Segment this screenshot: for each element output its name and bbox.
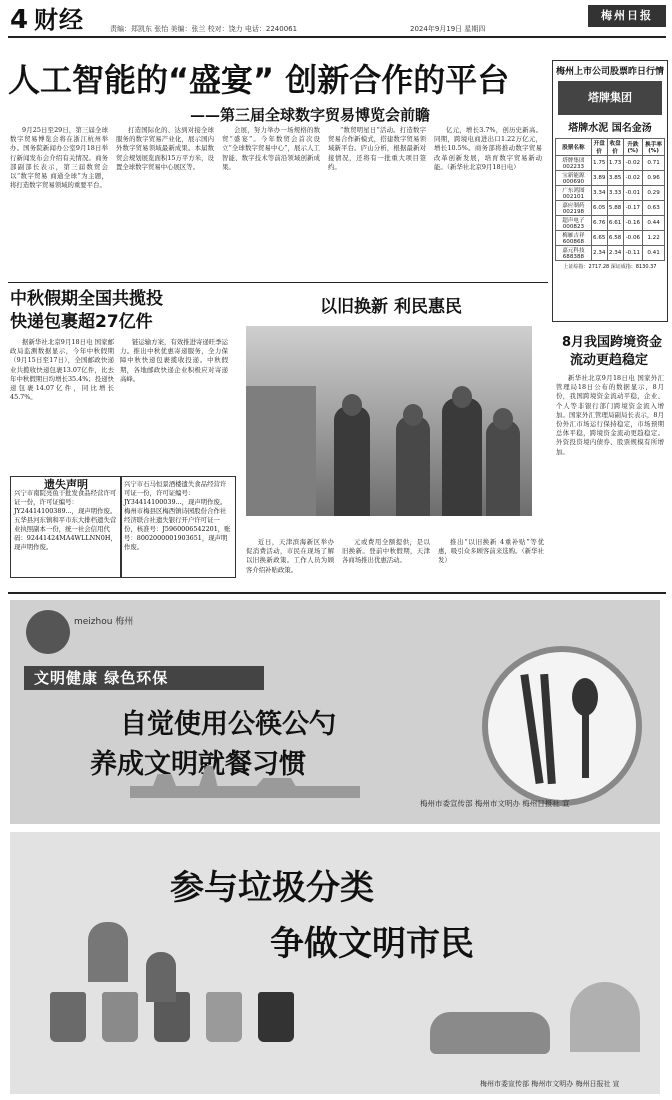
stock-row — [556, 201, 665, 216]
photo-caption-2: 元或费用全额提供，是以旧换新。登前中秋假期，天津各商场推出优惠活动。 — [342, 538, 430, 565]
cross-border-body: 新华社北京9月18日电 国家外汇管理局18日公布的数据显示，8月份，我国跨境资金流动平稳，企业、个人等非银行部门跨境资金流入增加。国家外汇管理局副局长表示，8月份外汇市场运行保持稳定，市场预期总体平稳，跨境资金流动更趋稳定。外资投资境内债券、股票规模有所增加。 — [556, 374, 664, 456]
stock-cell: 2.34 — [591, 246, 607, 261]
stock-row — [556, 186, 665, 201]
lost-notice-2 — [120, 476, 236, 578]
stock-cell: 0.71 — [643, 156, 665, 171]
stock-cell: 0.96 — [643, 171, 665, 186]
other-waste-bin-icon — [206, 992, 242, 1042]
ad1-slogan-band: 文明健康 绿色环保 — [24, 666, 264, 690]
ad-divider-rule — [8, 592, 666, 594]
ad1-line-2: 养成文明就餐习惯 — [90, 749, 306, 780]
stock-cell: 1.22 — [643, 231, 665, 246]
stock-row — [556, 246, 665, 261]
stock-header-cell: 股票名称 — [556, 139, 592, 156]
stock-cell: 6.05 — [591, 201, 607, 216]
stock-cell: 1.73 — [607, 156, 623, 171]
stock-cell: -0.06 — [623, 231, 643, 246]
stock-header-cell: 换手率(%) — [643, 139, 665, 156]
issue-date: 2024年9月19日 星期四 — [410, 25, 486, 33]
stock-cell: 3.33 — [607, 186, 623, 201]
lead-column-3: 会展，努力举办一场规格的数贸“盛宴”。今年数贸会首次设立“全球数字贸易中心”，展示人工智能、数字技术等前沿领域创新成果。 — [222, 126, 320, 171]
stock-cell: 嘉应制药 002198 — [556, 201, 592, 216]
stock-cell: 宝新能源 000690 — [556, 171, 592, 186]
stock-cell: 0.44 — [643, 216, 665, 231]
ad2-credit: 梅州市委宣传部 梅州市文明办 梅州日报社 宣 — [480, 1080, 620, 1088]
lead-bottom-rule — [8, 282, 548, 283]
stock-cell: -0.01 — [623, 186, 643, 201]
header-rule — [8, 36, 666, 38]
stock-cell: 1.75 — [591, 156, 607, 171]
holiday-headline-2: 快递包裹超27亿件 — [10, 312, 153, 332]
lead-column-4: “数贸明星日”活动。打造数字贸易合作新模式，搭建数字贸易领域新平台。庐山分析，根据最新对接情况，还将有一批重大项目签约。 — [328, 126, 426, 171]
notice-body: 兴宁市南院亮鱼干批发食品经营许可证一份，许可证编号：JY24414100389...，现声明作废。五华县河东镇和平市东大排档遗失营业执照副本一份，统一社会信用代码：92441424MA4WLLNN0H，现声明作废。 — [14, 489, 117, 551]
ad1-line-1: 自觉使用公筷公勺 — [120, 709, 336, 740]
index-summary: 上证综指：2717.28 深证成指：8130.37 — [563, 264, 657, 270]
garbage-sorting-ad — [10, 832, 660, 1094]
stock-cell: 5.88 — [607, 201, 623, 216]
stock-cell: -0.11 — [623, 246, 643, 261]
stock-header-cell: 开盘价 — [591, 139, 607, 156]
section-name: 财经 — [34, 6, 84, 34]
stock-cell: 3.85 — [607, 171, 623, 186]
stock-cell: 嘉元科技 688388 — [556, 246, 592, 261]
plate-illustration — [482, 646, 642, 806]
holiday-headline-1: 中秋假期全国共揽投 — [10, 289, 163, 309]
stock-cell: 6.76 — [591, 216, 607, 231]
photo-feature-title: 以旧换新 利民惠民 — [320, 297, 462, 317]
stock-row — [556, 156, 665, 171]
lead-column-2: 打造国际化的、达到对接全球服务的数字贸易产业化，展示国内外数字贸易领域最新成果。本届数贸会规划展览面积15万平方米，设置全球数字贸易中心展区等。 — [116, 126, 214, 171]
stock-cell: 3.34 — [591, 186, 607, 201]
lead-column-1: 9月25日至29日，第三届全球数字贸易博览会将在浙江杭州举办。国务院新闻办公室9月18日举行新闻发布会介绍有关情况。商务部副部长表示，第三届数贸会以“数字贸易 商通全球”为主题，将打造数字贸易领域的重要平台。 — [10, 126, 108, 190]
stock-cell: 梅雁吉祥 600868 — [556, 231, 592, 246]
photo-feature — [236, 292, 546, 536]
tree-illustration-icon — [570, 982, 640, 1052]
stock-cell: 2.34 — [607, 246, 623, 261]
cross-border-headline-1: 8月我国跨境资金 — [562, 335, 663, 350]
stock-table — [555, 138, 665, 261]
stock-slogan: 塔牌水泥 国名金汤 — [568, 123, 652, 134]
cross-border-headline-2: 流动更趋稳定 — [570, 353, 649, 368]
holiday-column-1: 据新华社北京9月18日电 国家邮政局监测数据显示，今年中秋假期（9月15日至17日），全国邮政快递业共揽收快递包裹13.07亿件，比去年中秋假期日均增长35.4%；投递快递包裹14.07亿件，同比增长45.7%。 — [10, 338, 114, 402]
hazardous-bin-icon — [102, 992, 138, 1042]
stock-cell: -0.16 — [623, 216, 643, 231]
stock-row — [556, 216, 665, 231]
editor-credits: 责编：郑凯东 张怡 美编：张兰 校对：饶力 电话：2240061 — [110, 25, 298, 33]
tapai-group-logo: 塔牌集团 — [558, 81, 662, 115]
stock-cell: 塔牌集团 002233 — [556, 156, 592, 171]
stock-cell: 超声电子 000823 — [556, 216, 592, 231]
holiday-column-2: 链运输方案，有效推进寄递旺季运力。推出中秋优惠寄递服务，全力保障中秋快递包裹揽收投递。中秋假期，各地邮政快递企业积极应对寄递高峰。 — [120, 338, 228, 383]
page-number: 4 — [10, 5, 29, 35]
stock-cell: 0.41 — [643, 246, 665, 261]
lead-headline: 人工智能的“盛宴” 创新合作的平台 — [8, 61, 510, 99]
notice-title: 遗失声明 — [44, 478, 88, 491]
stock-row — [556, 171, 665, 186]
stock-quotes-box — [552, 60, 668, 322]
newspaper-masthead: 梅州日报 — [588, 5, 666, 27]
stock-cell: 3.89 — [591, 171, 607, 186]
lead-column-5: 亿元，增长3.7%，创历史新高。同期，跨境电商进出口1.22万亿元，增长10.5%。商务部将推动数字贸易改革创新发展，培育数字贸易新动能。（新华社北京9月18日电） — [434, 126, 542, 171]
recyclable-bin-icon — [50, 992, 86, 1042]
stock-header-cell: 升跌(%) — [623, 139, 643, 156]
photo-caption-3: 推出“以旧换新 4重补贴”等优惠，吸引众多顾客前来选购。（新华社发） — [438, 538, 544, 565]
stock-cell: -0.02 — [623, 171, 643, 186]
page-header — [0, 0, 672, 40]
lead-subhead: ——第三届全球数字贸易博览会前瞻 — [190, 106, 431, 124]
ad2-line-1: 参与垃圾分类 — [170, 868, 374, 908]
notice-body: 兴宁市石马恒景酒楼遗失食品经营许可证一份，许可证编号：JY34414100039...，现声明作废。梅州市梅县区梅西镇诗园股份合作社经济联合社遗失银行开户许可证一份，核准号：J5960006542201，账号：8002000001903651，现声明作废。 — [124, 480, 231, 551]
stock-cell: 6.61 — [607, 216, 623, 231]
car-illustration-icon — [430, 1012, 550, 1054]
black-bin-icon — [258, 992, 294, 1042]
stock-cell: 0.63 — [643, 201, 665, 216]
shopping-mall-photo — [246, 326, 532, 516]
stock-cell: 6.65 — [591, 231, 607, 246]
stock-cell: 0.29 — [643, 186, 665, 201]
ad1-credit: 梅州市委宣传部 梅州市文明办 梅州日报社 宣 — [420, 799, 570, 808]
stock-row — [556, 231, 665, 246]
stock-header-cell: 收盘价 — [607, 139, 623, 156]
lost-notice-1 — [10, 476, 122, 578]
photo-caption-1: 近日，天津滨海新区举办促消费活动，市民在现场了解以旧换新政策。工作人员为顾客介绍补贴政策。 — [246, 538, 334, 574]
stock-cell: -0.02 — [623, 156, 643, 171]
meizhou-logo — [26, 610, 70, 654]
stock-cell: -0.17 — [623, 201, 643, 216]
woman-figure-icon — [146, 952, 176, 1002]
worker-figure-icon — [88, 922, 128, 982]
stock-cell: 广东鸿图 002101 — [556, 186, 592, 201]
stock-box-title: 梅州上市公司股票昨日行情 — [555, 67, 664, 77]
ad2-line-2: 争做文明市民 — [270, 924, 474, 964]
meizhou-logo-text: meizhou 梅州 — [74, 617, 134, 627]
public-chopsticks-ad — [10, 600, 660, 824]
stock-cell: 6.58 — [607, 231, 623, 246]
